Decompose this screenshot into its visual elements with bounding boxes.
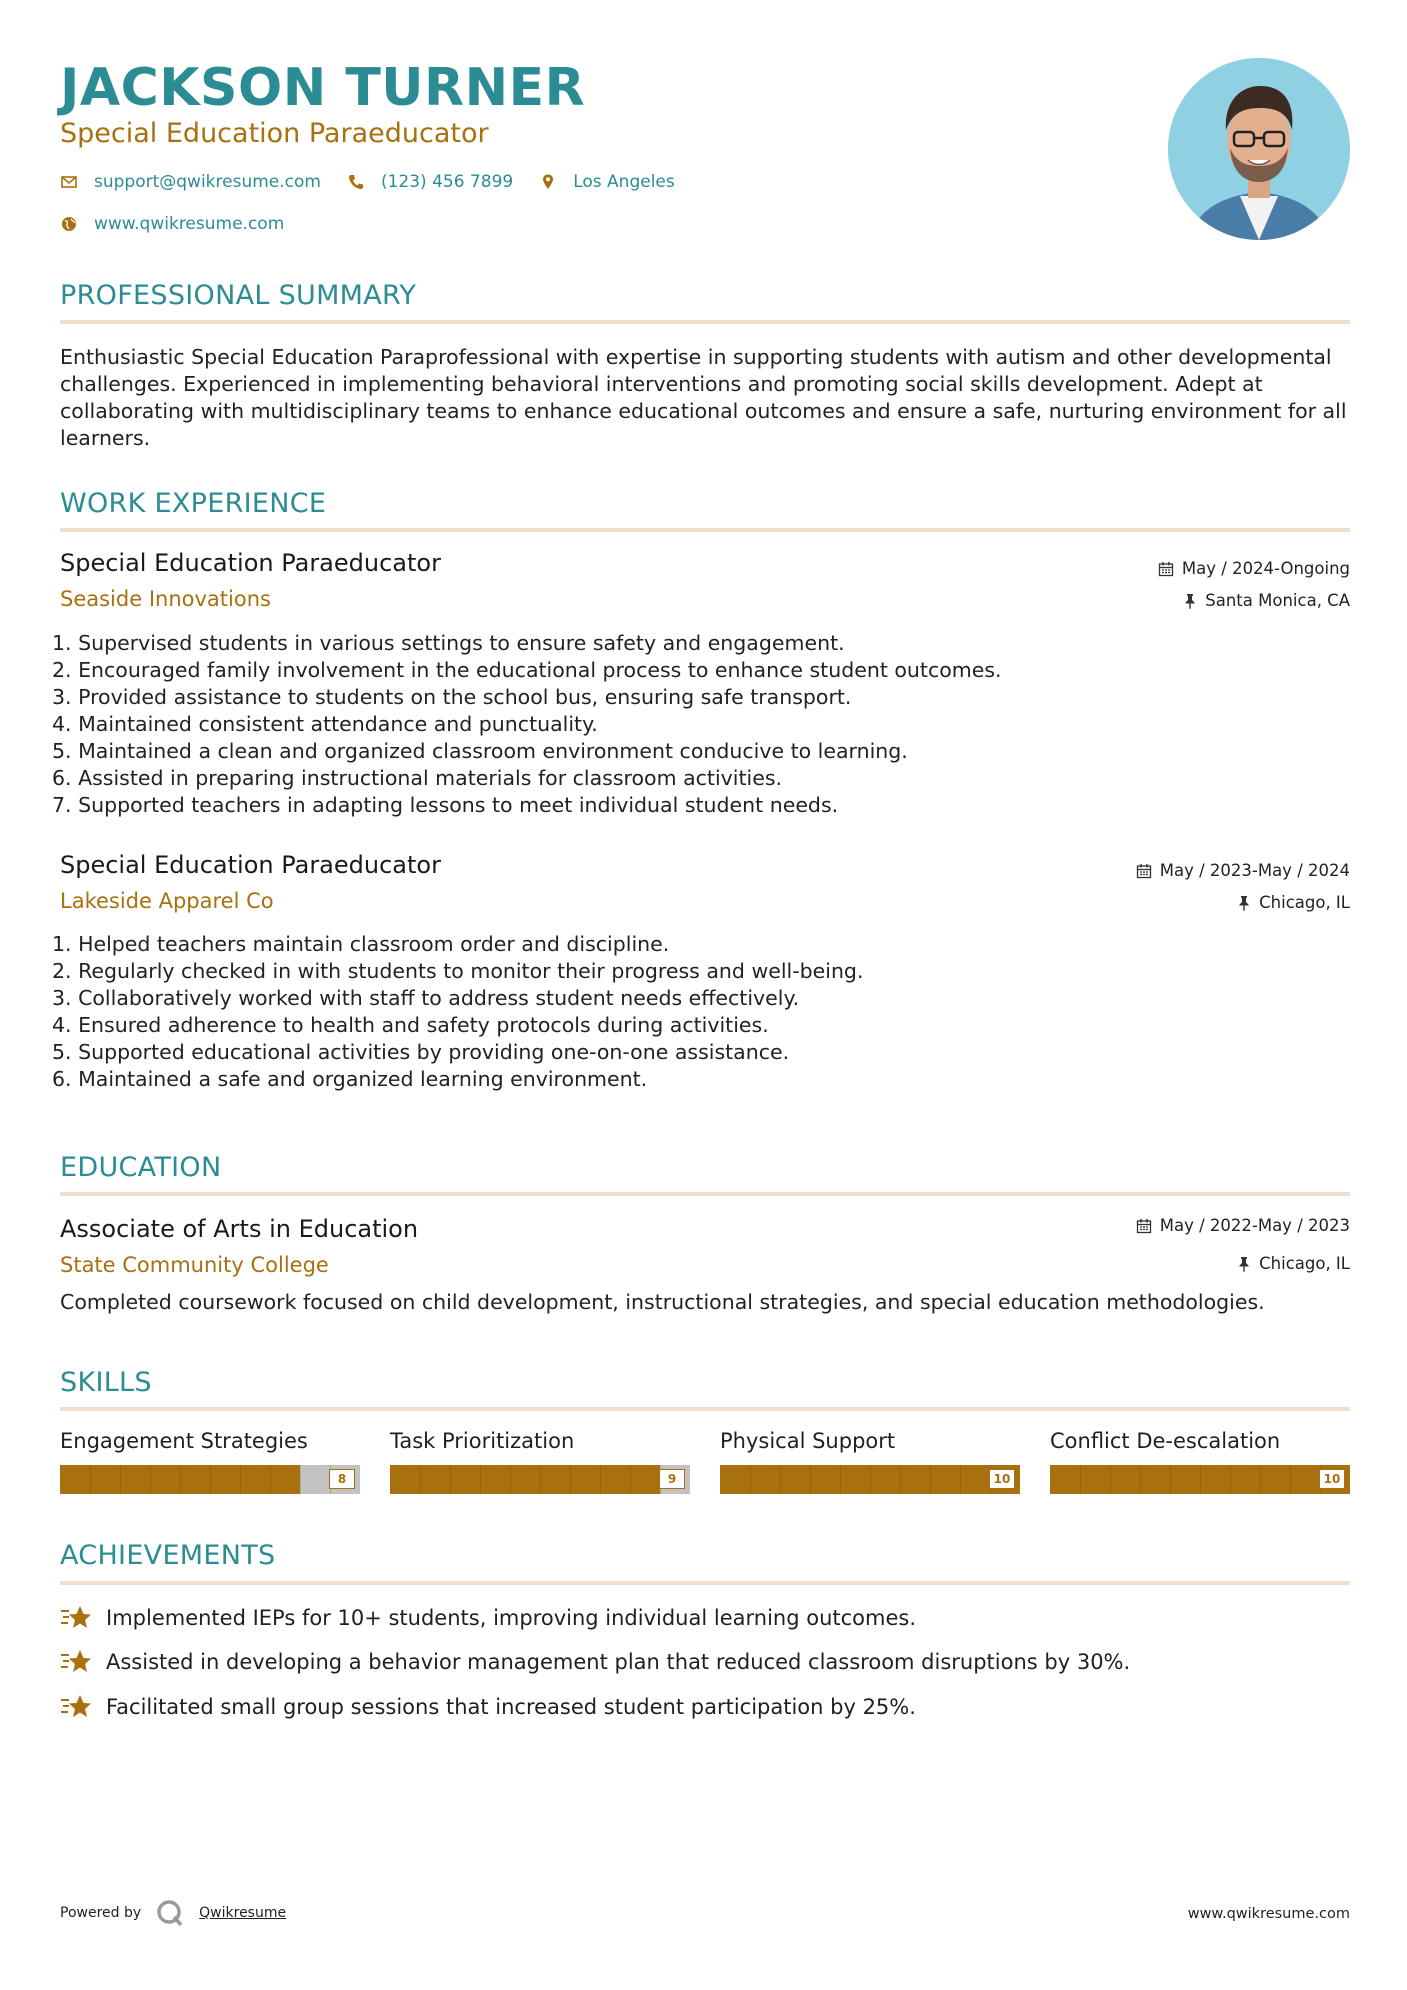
globe-icon [60,215,78,233]
skill-bar-segment [930,1465,931,1494]
list-item: 3. Collaboratively worked with staff to address student needs effectively. [52,986,800,1010]
skill-bar-segment [540,1465,541,1494]
skill-bar-segment [1140,1465,1141,1494]
skill-bar-segment [450,1465,451,1494]
pushpin-icon [1237,895,1251,911]
website-text: www.qwikresume.com [94,214,285,234]
skills-divider [60,1407,1350,1411]
skill-bar-segment [810,1465,811,1494]
skill-bar-segment [960,1465,961,1494]
job-1-title: Special Education Paraeducator [60,549,441,577]
skill-engagement-strategies [60,1429,360,1494]
education-divider [60,1192,1350,1196]
skill-bar-segment [1170,1465,1171,1494]
list-item: 1. Helped teachers maintain classroom order and discipline. [52,932,670,956]
achievement-text: Facilitated small group sessions that increased student participation by 25%. [106,1695,916,1719]
skill-bar-segment [240,1465,241,1494]
summary-text: Enthusiastic Special Education Paraprofessional with expertise in supporting students with autism and other developmental challenges. Experienced in implementing behavioral interventions and promoting social skills development. Adept at collaborating with multidisciplinary teams to enhance educational outcomes and ensure a safe, nurturing environment for all learners. [60,345,1347,450]
education-location [1237,1254,1350,1273]
job-2-location [1237,893,1350,912]
list-item: 4. Maintained consistent attendance and punctuality. [52,712,598,736]
skill-bar-segment [480,1465,481,1494]
skill-bar-segment [750,1465,751,1494]
skill-bar-segment [120,1465,121,1494]
list-item: 7. Supported teachers in adapting lessons to meet individual student needs. [52,793,839,817]
contact-row-1 [60,172,701,192]
skill-bar-segment [1260,1465,1261,1494]
skill-bar-segment [420,1465,421,1494]
star-icon [60,1648,92,1676]
education-school: State Community College [60,1253,329,1277]
achievement-text: Implemented IEPs for 10+ students, improving individual learning outcomes. [106,1606,916,1630]
powered-by-text: Powered by [60,1905,142,1921]
skill-conflict-de-escalation [1050,1429,1350,1494]
job-1-dates-text: May / 2024-Ongoing [1181,559,1350,578]
email-text: support@qwikresume.com [94,172,321,192]
skill-score: 10 [989,1469,1015,1489]
achievement-item [60,1648,1130,1676]
skill-bar-segment [870,1465,871,1494]
skill-bar-segment [180,1465,181,1494]
job-2-dates-text: May / 2023-May / 2024 [1159,861,1350,880]
skill-bar-segment [150,1465,151,1494]
list-item: 2. Encouraged family involvement in the educational process to enhance student outcomes. [52,658,1002,682]
job-1-dates [1158,559,1350,578]
skill-label: Physical Support [720,1429,896,1453]
job-1-location-text: Santa Monica, CA [1205,591,1350,610]
email-icon [60,173,78,191]
skills-heading: SKILLS [60,1367,152,1398]
pushpin-icon [1237,1256,1251,1272]
achievement-text: Assisted in developing a behavior management plan that reduced classroom disruptions by 30%. [106,1650,1131,1674]
list-item: 6. Assisted in preparing instructional materials for classroom activities. [52,766,783,790]
skill-bar-fill [390,1465,660,1494]
skill-bar-segment [210,1465,211,1494]
skill-label: Engagement Strategies [60,1429,308,1453]
skill-bar-segment [780,1465,781,1494]
skill-bar [60,1465,360,1494]
qwikresume-logo-icon [155,1898,185,1928]
list-item: 6. Maintained a safe and organized learning environment. [52,1067,648,1091]
star-icon [60,1693,92,1721]
education-dates [1136,1216,1350,1235]
avatar-illustration [1168,58,1350,240]
footer-powered-by [60,1898,286,1928]
job-1-bullets [52,630,1002,819]
skill-label: Task Prioritization [390,1429,575,1453]
skill-bar-segment [900,1465,901,1494]
email-item[interactable] [60,172,321,192]
contact-row-2 [60,214,310,234]
skill-bar-segment [1230,1465,1231,1494]
skill-label: Conflict De-escalation [1050,1429,1281,1453]
skill-bar-segment [600,1465,601,1494]
job-2-dates [1136,861,1350,880]
skill-bar [1050,1465,1350,1494]
summary-divider [60,320,1350,324]
phone-text: (123) 456 7899 [380,172,514,192]
skill-bar-segment [90,1465,91,1494]
skill-task-prioritization [390,1429,690,1494]
candidate-role: Special Education Paraeducator [60,118,489,149]
education-heading: EDUCATION [60,1152,222,1183]
map-pin-icon [539,173,557,191]
skill-bar-segment [1080,1465,1081,1494]
candidate-name: JACKSON TURNER [60,58,586,118]
summary-heading: PROFESSIONAL SUMMARY [60,280,417,311]
brand-link[interactable]: Qwikresume [199,1905,287,1921]
calendar-icon [1158,561,1174,577]
skill-score: 8 [329,1469,355,1489]
skill-bar-segment [270,1465,271,1494]
pushpin-icon [1183,593,1197,609]
location-text: Los Angeles [573,172,675,192]
phone-item[interactable] [347,172,513,192]
experience-heading: WORK EXPERIENCE [60,488,327,519]
education-description: Completed coursework focused on child development, instructional strategies, and special education methodologies. [60,1290,1265,1314]
skill-bar-segment [510,1465,511,1494]
skill-bar [720,1465,1020,1494]
skill-score: 9 [659,1469,685,1489]
footer-url[interactable]: www.qwikresume.com [1187,1906,1350,1922]
list-item: 4. Ensured adherence to health and safety protocols during activities. [52,1013,769,1037]
experience-divider [60,528,1350,532]
job-1-location [1183,591,1350,610]
achievements-heading: ACHIEVEMENTS [60,1540,276,1571]
list-item: 5. Maintained a clean and organized classroom environment conducive to learning. [52,739,908,763]
profile-photo [1168,58,1350,240]
skill-bar-segment [1200,1465,1201,1494]
achievement-item [60,1604,916,1632]
job-2-company: Lakeside Apparel Co [60,889,274,913]
job-1-company: Seaside Innovations [60,587,271,611]
education-degree: Associate of Arts in Education [60,1215,419,1243]
skill-bar-segment [570,1465,571,1494]
star-icon [60,1604,92,1632]
education-location-text: Chicago, IL [1259,1254,1350,1273]
calendar-icon [1136,863,1152,879]
skill-bar [390,1465,690,1494]
job-2-title: Special Education Paraeducator [60,851,441,879]
job-2-location-text: Chicago, IL [1259,893,1350,912]
skill-bar-segment [1290,1465,1291,1494]
achievement-item [60,1693,916,1721]
location-item [539,172,675,192]
skill-bar-segment [630,1465,631,1494]
skill-bar-segment [300,1465,301,1494]
skill-physical-support [720,1429,1020,1494]
skill-bar-segment [1110,1465,1111,1494]
education-dates-text: May / 2022-May / 2023 [1159,1216,1350,1235]
achievements-divider [60,1581,1350,1585]
website-item[interactable] [60,214,284,234]
list-item: 3. Provided assistance to students on the school bus, ensuring safe transport. [52,685,852,709]
list-item: 1. Supervised students in various settings to ensure safety and engagement. [52,631,845,655]
skill-bar-segment [840,1465,841,1494]
list-item: 5. Supported educational activities by providing one-on-one assistance. [52,1040,790,1064]
list-item: 2. Regularly checked in with students to monitor their progress and well-being. [52,959,864,983]
job-2-bullets [52,931,863,1093]
phone-icon [347,173,365,191]
calendar-icon [1136,1218,1152,1234]
skill-score: 10 [1319,1469,1345,1489]
